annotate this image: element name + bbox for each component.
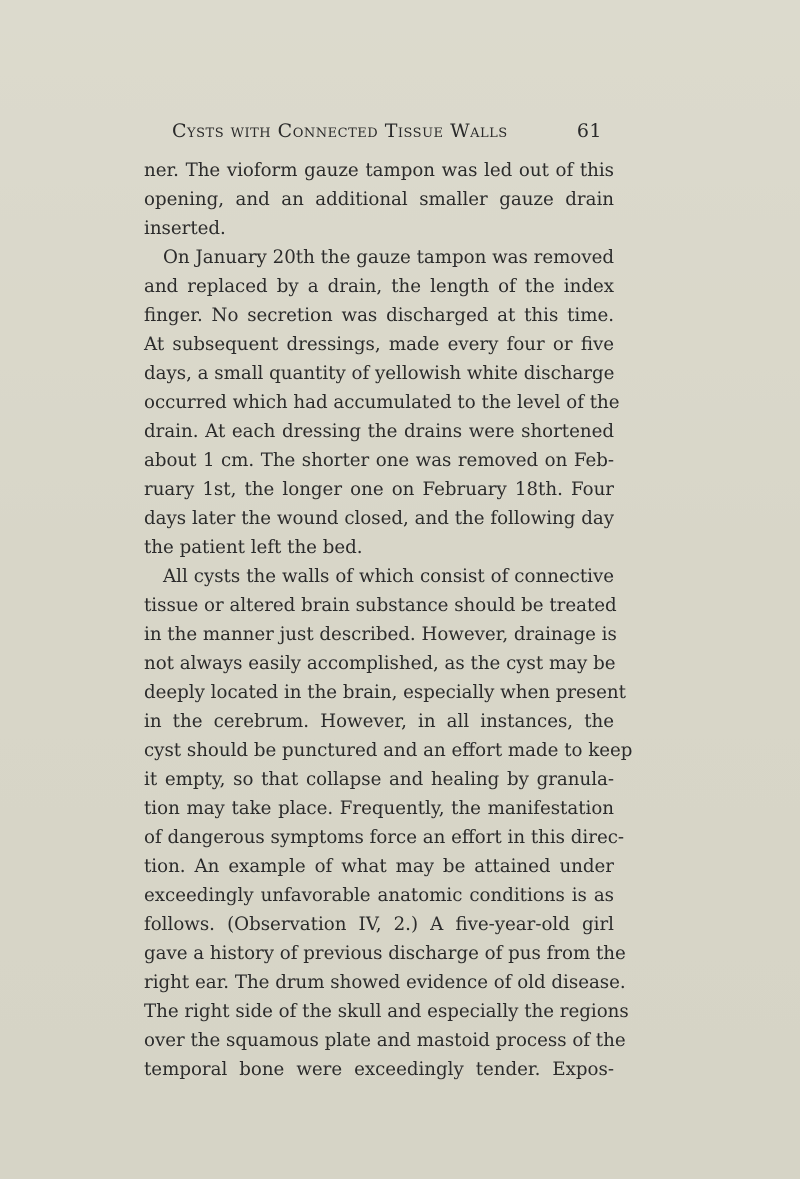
text-line: inserted. (144, 218, 226, 239)
running-header (172, 120, 602, 142)
text-line: The right side of the skull and especially the regions (144, 1001, 629, 1022)
text-line: All cysts the walls of which consist of connective (163, 566, 614, 587)
text-line: finger. No secretion was discharged at this time. (144, 305, 614, 326)
text-line: exceedingly unfavorable anatomic conditions is as (144, 885, 614, 906)
text-line: tissue or altered brain substance should be treated (144, 595, 617, 616)
text-line: deeply located in the brain, especially when present (144, 682, 626, 703)
text-line: days later the wound closed, and the following day (144, 508, 614, 529)
text-line: in the cerebrum. However, in all instances, the (144, 711, 614, 732)
text-line: not always easily accomplished, as the cyst may be (144, 653, 616, 674)
text-line: in the manner just described. However, drainage is (144, 624, 617, 645)
text-line: follows. (Observation IV, 2.) A five-year-old girl (144, 914, 614, 935)
text-line: ruary 1st, the longer one on February 18th. Four (144, 479, 614, 500)
text-line: over the squamous plate and mastoid process of the (144, 1030, 626, 1051)
body-text (144, 156, 633, 1084)
running-title: Cysts with Connected Tissue Walls (172, 120, 508, 142)
text-line: tion. An example of what may be attained under (144, 856, 614, 877)
text-line: right ear. The drum showed evidence of old disease. (144, 972, 626, 993)
text-line: On January 20th the gauze tampon was removed (163, 247, 614, 268)
text-line: the patient left the bed. (144, 537, 363, 558)
text-line: of dangerous symptoms force an effort in this direc- (144, 827, 625, 848)
text-line: cyst should be punctured and an effort made to keep (144, 740, 633, 761)
text-line: it empty, so that collapse and healing by granula- (144, 769, 614, 790)
text-line: At subsequent dressings, made every four or five (144, 334, 614, 355)
text-line: temporal bone were exceedingly tender. Expos- (144, 1059, 614, 1080)
page-number: 61 (576, 120, 602, 142)
text-line: occurred which had accumulated to the level of the (144, 392, 620, 413)
text-line: drain. At each dressing the drains were shortened (144, 421, 614, 442)
text-line: opening, and an additional smaller gauze drain (144, 189, 614, 210)
text-line: and replaced by a drain, the length of the index (144, 276, 614, 297)
text-line: tion may take place. Frequently, the manifestation (144, 798, 614, 819)
text-line: days, a small quantity of yellowish white discharge (144, 363, 615, 384)
text-line: ner. The vioform gauze tampon was led out of this (144, 160, 614, 181)
text-line: gave a history of previous discharge of pus from the (144, 943, 626, 964)
text-line: about 1 cm. The shorter one was removed on Feb- (144, 450, 614, 471)
